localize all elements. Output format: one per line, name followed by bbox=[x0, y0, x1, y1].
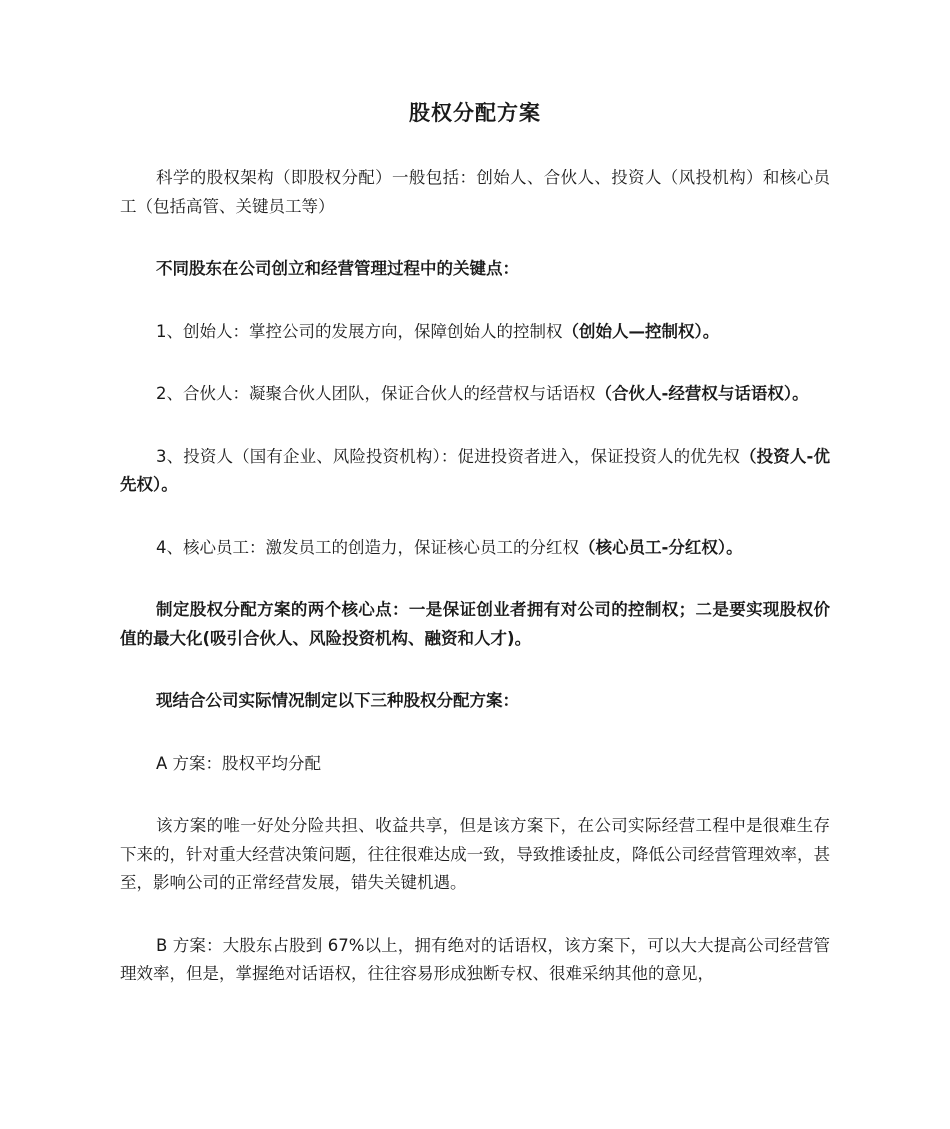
point-core-employee bbox=[120, 534, 830, 563]
document-body bbox=[120, 96, 830, 1023]
point-highlight: （核心员工-分红权）。 bbox=[579, 537, 743, 557]
plan-a-title: A 方案：股权平均分配 bbox=[156, 753, 322, 773]
point-partner bbox=[120, 380, 830, 409]
intro-paragraph: 科学的股权架构（即股权分配）一般包括：创始人、合伙人、投资人（风投机构）和核心员工（包括高管、关键员工等） bbox=[120, 168, 830, 216]
plans-heading: 现结合公司实际情况制定以下三种股权分配方案： bbox=[156, 691, 519, 710]
point-highlight: （合伙人-经营权与话语权）。 bbox=[595, 384, 809, 403]
point-text: 4、核心员工：激发员工的创造力，保证核心员工的分红权 bbox=[156, 537, 579, 557]
key-points-heading: 不同股东在公司创立和经营管理过程中的关键点： bbox=[156, 259, 519, 278]
point-text: 2、合伙人：凝聚合伙人团队，保证合伙人的经营权与话语权 bbox=[156, 384, 596, 403]
point-highlight: （创始人—控制权）。 bbox=[562, 321, 720, 341]
point-investor bbox=[120, 443, 830, 500]
plan-b-description: B 方案：大股东占股到 67%以上，拥有绝对的话语权，该方案下，可以大大提高公司经营管理效率，但是，掌握绝对话语权，往往容易形成独断专权、很难采纳其他的意见， bbox=[120, 935, 830, 983]
point-founder bbox=[120, 318, 830, 347]
point-text: 1、创始人：掌控公司的发展方向，保障创始人的控制权 bbox=[156, 321, 563, 341]
point-text: 3、投资人（国有企业、风险投资机构）：促进投资者进入，保证投资人的优先权 bbox=[156, 446, 741, 466]
plan-a-description: 该方案的唯一好处分险共担、收益共享，但是该方案下，在公司实际经营工程中是很难生存下来的，针对重大经营决策问题，往往很难达成一致，导致推诿扯皮，降低公司经营管理效率，甚至，影响公司的正常经营发展，错失关键机遇。 bbox=[120, 816, 830, 892]
core-points-paragraph: 制定股权分配方案的两个核心点：一是保证创业者拥有对公司的控制权；二是要实现股权价值的最大化(吸引合伙人、风险投资机构、融资和人才)。 bbox=[120, 600, 830, 648]
document-title: 股权分配方案 bbox=[409, 101, 541, 125]
point-highlight: （投资人-优先权）。 bbox=[120, 446, 830, 494]
